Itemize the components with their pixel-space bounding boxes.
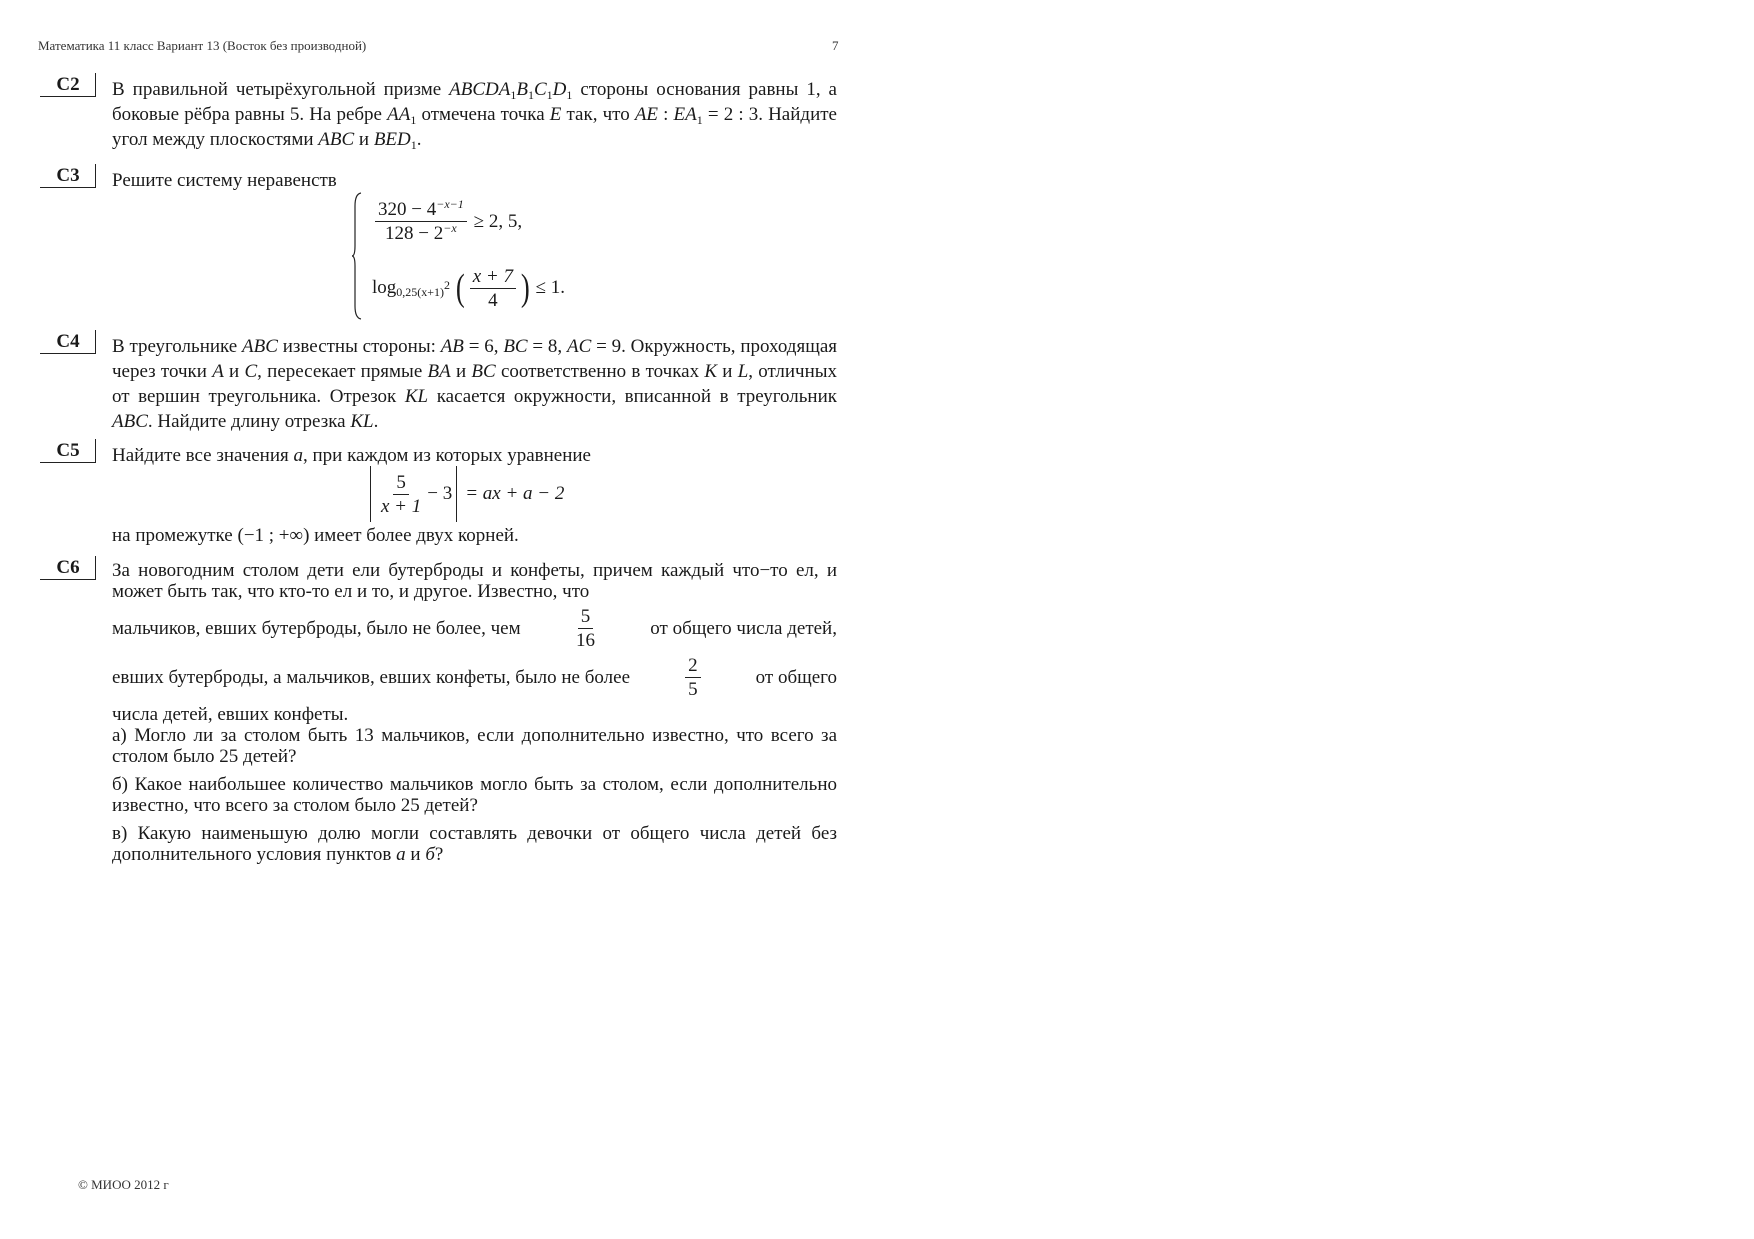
fraction-c5: 5 x + 1 [381,471,422,517]
task-label-c6: C6 [40,559,96,580]
question-b: б) Какое наибольшее количество мальчиков могло быть за столом, если дополнительно известно, что всего за столом было 25 детей? [112,774,837,816]
question-a: а) Могло ли за столом быть 13 мальчиков, если дополнительно известно, что всего за столом было 25 детей? [112,725,837,767]
task-label-c3: C3 [40,167,96,188]
page-header: Математика 11 класс Вариант 13 (Восток без производной) [38,38,367,53]
task-c5-outro: на промежутке (−1 ; +∞) имеет более двух корней. [112,525,519,546]
equation-c5: 5 x + 1 − 3 = ax + a − 2 [366,466,564,522]
task-c4-text: В треугольнике ABC известны стороны: AB = 6, BC = 8, AC = 9. Окружность, проходящая через точки A и C, пересекает прямые BA и BC соответственно в точках K и L, отличных от вершин треугольника. Отрезок KL касается окружности, вписанной в треугольник ABC. Найдите длину отрезка KL. [112,336,837,432]
task-c2-text: В правильной четырёхугольной призме $ABCDA_1B_1C_1D_1$ стороны основания равны 1, а боковые рёбра равны 5. На ребре $AA_1$ отмечена точка E так, что AE : $EA_1 = 2$ : 3. Найдите угол между плоскостями ABC и $BED_1$. [112,79,837,152]
inequality-2: log $0,25(x+1)^2$ ( x + 7 4 ) ≤ 1. [372,265,566,311]
task-c5-intro: Найдите все значения a, при каждом из которых уравнение [112,445,591,466]
fraction-5-16: 5 16 [575,606,595,651]
task-label-c4: C4 [40,333,96,354]
task-label-c5: C5 [40,442,96,463]
system-brace [352,192,362,320]
question-c: в) Какую наименьшую долю могли составлять девочки от общего числа детей без дополнительного условия пунктов а и б? [112,823,837,865]
task-c3-text: Решите систему неравенств [112,170,337,191]
page-number: 7 [832,38,839,53]
fraction-1: $\frac{320 - 4^{-x-1}}{128 - 2^{-x}}$ [375,198,467,245]
inequality-1: $\frac{320 - 4^{-x-1}}{128 - 2^{-x}}$ ≥ 2, 5, [372,198,522,245]
fraction-2: x + 7 4 [470,265,516,312]
task-c6-text: За новогодним столом дети ели бутерброды и конфеты, причем каждый что−то ел, и может быть так, что кто-то ел и то, и другое. Известно, что мальчиков, евших бутерброды, было не более, чем 5 16 от общего числа детей, евших бутерброды, а мальчиков, евших конфеты, было не более 2 5 от общего числа детей, евших конфеты. а) Могло ли за столом быть 13 мальчиков, если дополнительно известно, что всего за столом было 25 детей? б) Какое наибольшее количество мальчиков могло быть за столом, если дополнительно известно, что всего за столом было 25 детей? в) Какую наименьшую долю могли составлять девочки от общего числа детей без дополнительного условия пунктов а и б? [112,560,837,865]
task-label-c2: C2 [40,76,96,97]
fraction-2-5: 2 5 [685,654,701,701]
copyright-footer: © МИОО 2012 г [78,1177,169,1192]
